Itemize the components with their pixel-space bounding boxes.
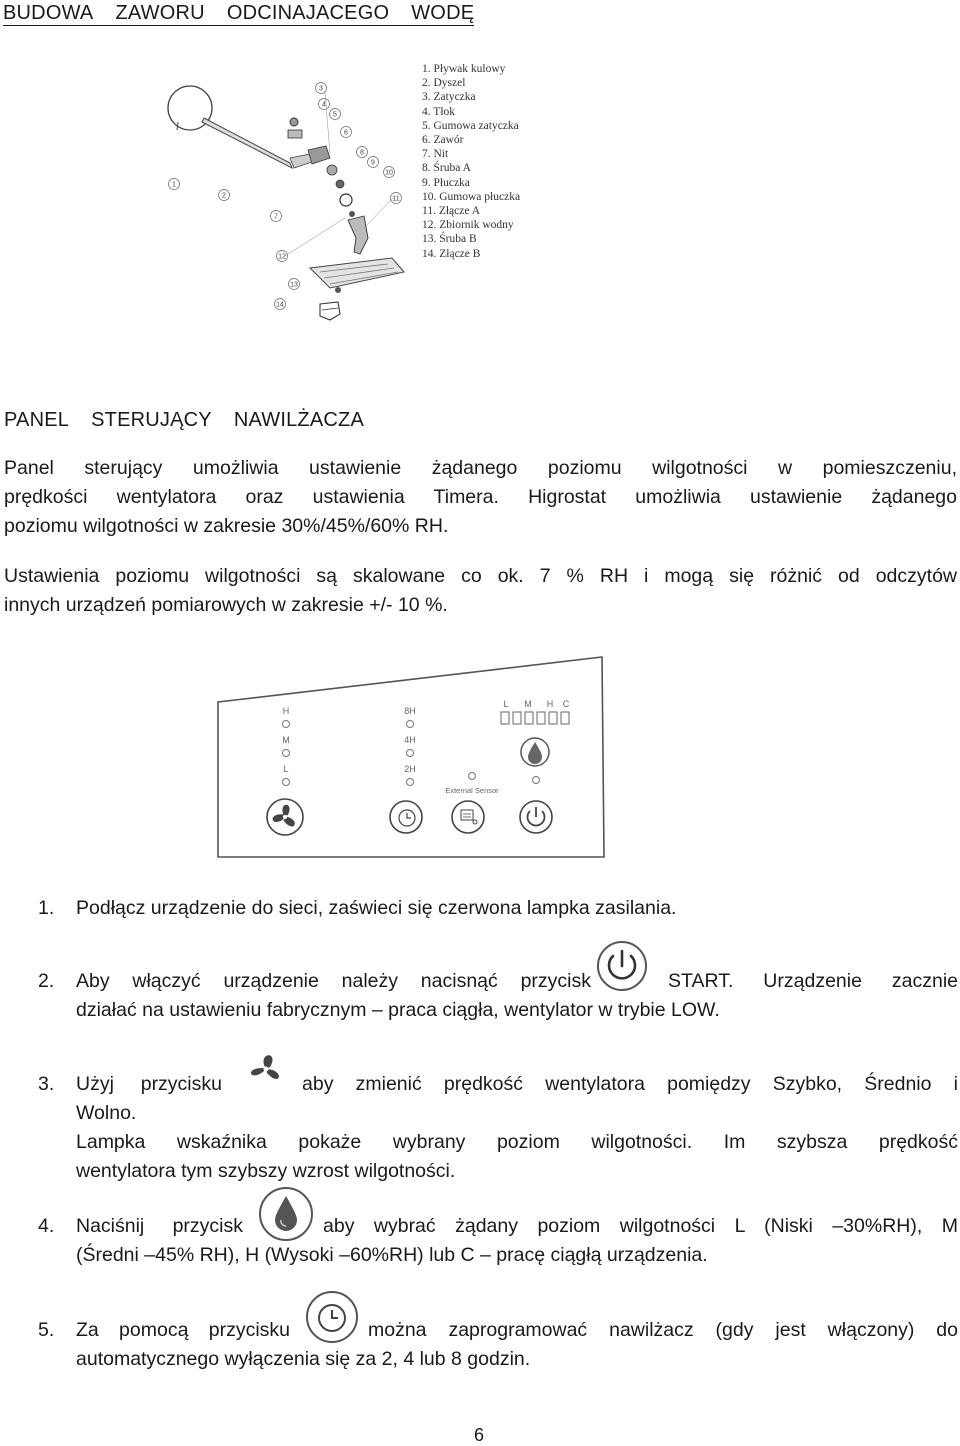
page-number: 6	[474, 1425, 485, 1445]
humidity-level-label: M	[524, 699, 532, 709]
callout-number: 4	[322, 101, 326, 109]
instruction-step-5	[38, 1316, 958, 1374]
paragraph-line: Panel sterujący umożliwia ustawienie żądanego poziomu wilgotności w pomieszczeniu,	[4, 457, 957, 479]
timer-level-label: 4H	[404, 735, 416, 745]
humidity-level-label: L	[503, 699, 509, 709]
legend-item: 12. Zbiornik wodny	[422, 219, 514, 232]
step-text: Lampka wskaźnika pokaże wybrany poziom wilgotności. Im szybsza prędkość	[76, 1131, 958, 1153]
legend-item: 4. Tłok	[422, 105, 456, 118]
legend-item: 5. Gumowa zatyczka	[422, 119, 519, 132]
step-text: Użyj przycisku	[76, 1073, 222, 1095]
fan-level-label: L	[283, 764, 289, 774]
heading-word: BUDOWA	[3, 2, 94, 24]
step-number: 5.	[38, 1319, 55, 1341]
heading-word: NAWILŻACZA	[233, 409, 364, 431]
heading-underline	[3, 25, 474, 26]
step-text: automatycznego wyłączenia się za 2, 4 lub 8 godzin.	[76, 1348, 531, 1370]
step-text: START. Urządzenie zacznie	[668, 970, 958, 992]
legend-item: 3. Zatyczka	[422, 91, 476, 104]
power-icon	[593, 940, 651, 992]
step-text: aby zmienić prędkość wentylatora pomiędzy Szybko, Średnio i	[302, 1073, 958, 1095]
callout-number: 9	[371, 159, 375, 167]
timer-clock-icon	[301, 1290, 363, 1344]
callout-number: 13	[290, 281, 298, 289]
heading-word: ZAWORU	[115, 2, 205, 24]
legend-item: 14. Złącze B	[422, 247, 481, 260]
step-text: Naciśnij przycisk	[76, 1215, 243, 1237]
humidity-level-label: H	[546, 699, 554, 709]
callout-number: 1	[172, 181, 176, 189]
callout-number: 6	[344, 129, 348, 137]
callout-number: 10	[385, 169, 393, 177]
step-text: Podłącz urządzenie do sieci, zaświeci się czerwona lampka zasilania.	[76, 897, 677, 919]
instruction-step-2	[38, 967, 958, 1025]
heading-word: ODCINAJACEGO	[226, 2, 390, 24]
fan-level-label: M	[282, 735, 290, 745]
paragraph-line: innych urządzeń pomiarowych w zakresie +/- 10 %.	[4, 594, 448, 616]
step-text: działać na ustawieniu fabrycznym – praca ciągła, wentylator w trybie LOW.	[76, 999, 720, 1021]
legend-item: 9. Płuczka	[422, 176, 470, 189]
connector-b	[320, 302, 340, 320]
step-text: aby wybrać żądany poziom wilgotności L (Niski –30%RH), M	[323, 1215, 958, 1237]
step-text: Wolno.	[76, 1102, 137, 1124]
panel-section-heading	[4, 409, 364, 432]
humidity-drop-icon	[255, 1186, 317, 1242]
arm-rod	[202, 118, 292, 168]
valve-section-heading	[3, 2, 474, 25]
external-sensor-label: External Sensor	[445, 786, 499, 795]
panel-description	[4, 454, 957, 541]
callout-number: 3	[319, 85, 323, 93]
step-text: wentylatora tym szybszy wzrost wilgotności.	[76, 1160, 456, 1182]
legend-item: 2. Dyszel	[422, 77, 466, 90]
fan-icon	[238, 1046, 294, 1092]
legend-item: 7. Nit	[422, 148, 449, 161]
humidity-level-label: C	[562, 699, 570, 709]
step-number: 3.	[38, 1073, 55, 1095]
humidity-tolerance-note	[4, 562, 957, 620]
callout-number: 2	[222, 192, 226, 200]
legend-item: 6. Zawór	[422, 134, 464, 147]
heading-word: STERUJĄCY	[91, 409, 212, 431]
instruction-step-1	[38, 894, 958, 923]
paragraph-line: poziomu wilgotności w zakresie 30%/45%/60% RH.	[4, 515, 449, 537]
legend-item: 8. Śruba A	[422, 162, 471, 175]
step-text: (Średni –45% RH), H (Wysoki –60%RH) lub C – pracę ciągłą urządzenia.	[76, 1244, 708, 1266]
timer-level-label: 2H	[404, 764, 416, 774]
legend-item: 10. Gumowa płuczka	[422, 190, 521, 203]
step-number: 2.	[38, 970, 55, 992]
step-number: 1.	[38, 897, 55, 919]
callout-number: 5	[333, 111, 337, 119]
callout-number: 8	[360, 149, 364, 157]
instruction-step-4	[38, 1212, 958, 1270]
step-text: można zaprogramować nawilżacz (gdy jest włączony) do	[368, 1319, 958, 1341]
fan-level-label: H	[282, 706, 290, 716]
control-panel-drawing	[210, 652, 610, 862]
valve-parts-legend	[422, 62, 520, 261]
timer-level-label: 8H	[404, 706, 416, 716]
callout-number: 14	[276, 301, 284, 309]
step-number: 4.	[38, 1215, 55, 1237]
legend-item: 1. Pływak kulowy	[422, 63, 506, 75]
paragraph-line: prędkości wentylatora oraz ustawienia Timera. Higrostat umożliwia ustawienie żądanego	[4, 486, 957, 508]
heading-word: WODĘ	[411, 2, 475, 24]
legend-item: 13. Śruba B	[422, 233, 477, 246]
callout-number: 12	[278, 253, 286, 261]
valve-body	[348, 216, 368, 254]
callout-number: 7	[274, 213, 278, 221]
step-text: Aby włączyć urządzenie należy nacisnąć przycisk	[76, 970, 591, 992]
heading-word: PANEL	[4, 409, 70, 431]
instruction-step-3	[38, 1070, 958, 1186]
legend-item: 11. Złącze A	[422, 205, 481, 218]
paragraph-line: Ustawienia poziomu wilgotności są skalowane co ok. 7 % RH i mogą się różnić od odczytów	[4, 565, 957, 587]
valve-exploded-diagram	[160, 58, 420, 338]
step-text: Za pomocą przycisku	[76, 1319, 290, 1341]
callout-number: 11	[392, 195, 400, 203]
